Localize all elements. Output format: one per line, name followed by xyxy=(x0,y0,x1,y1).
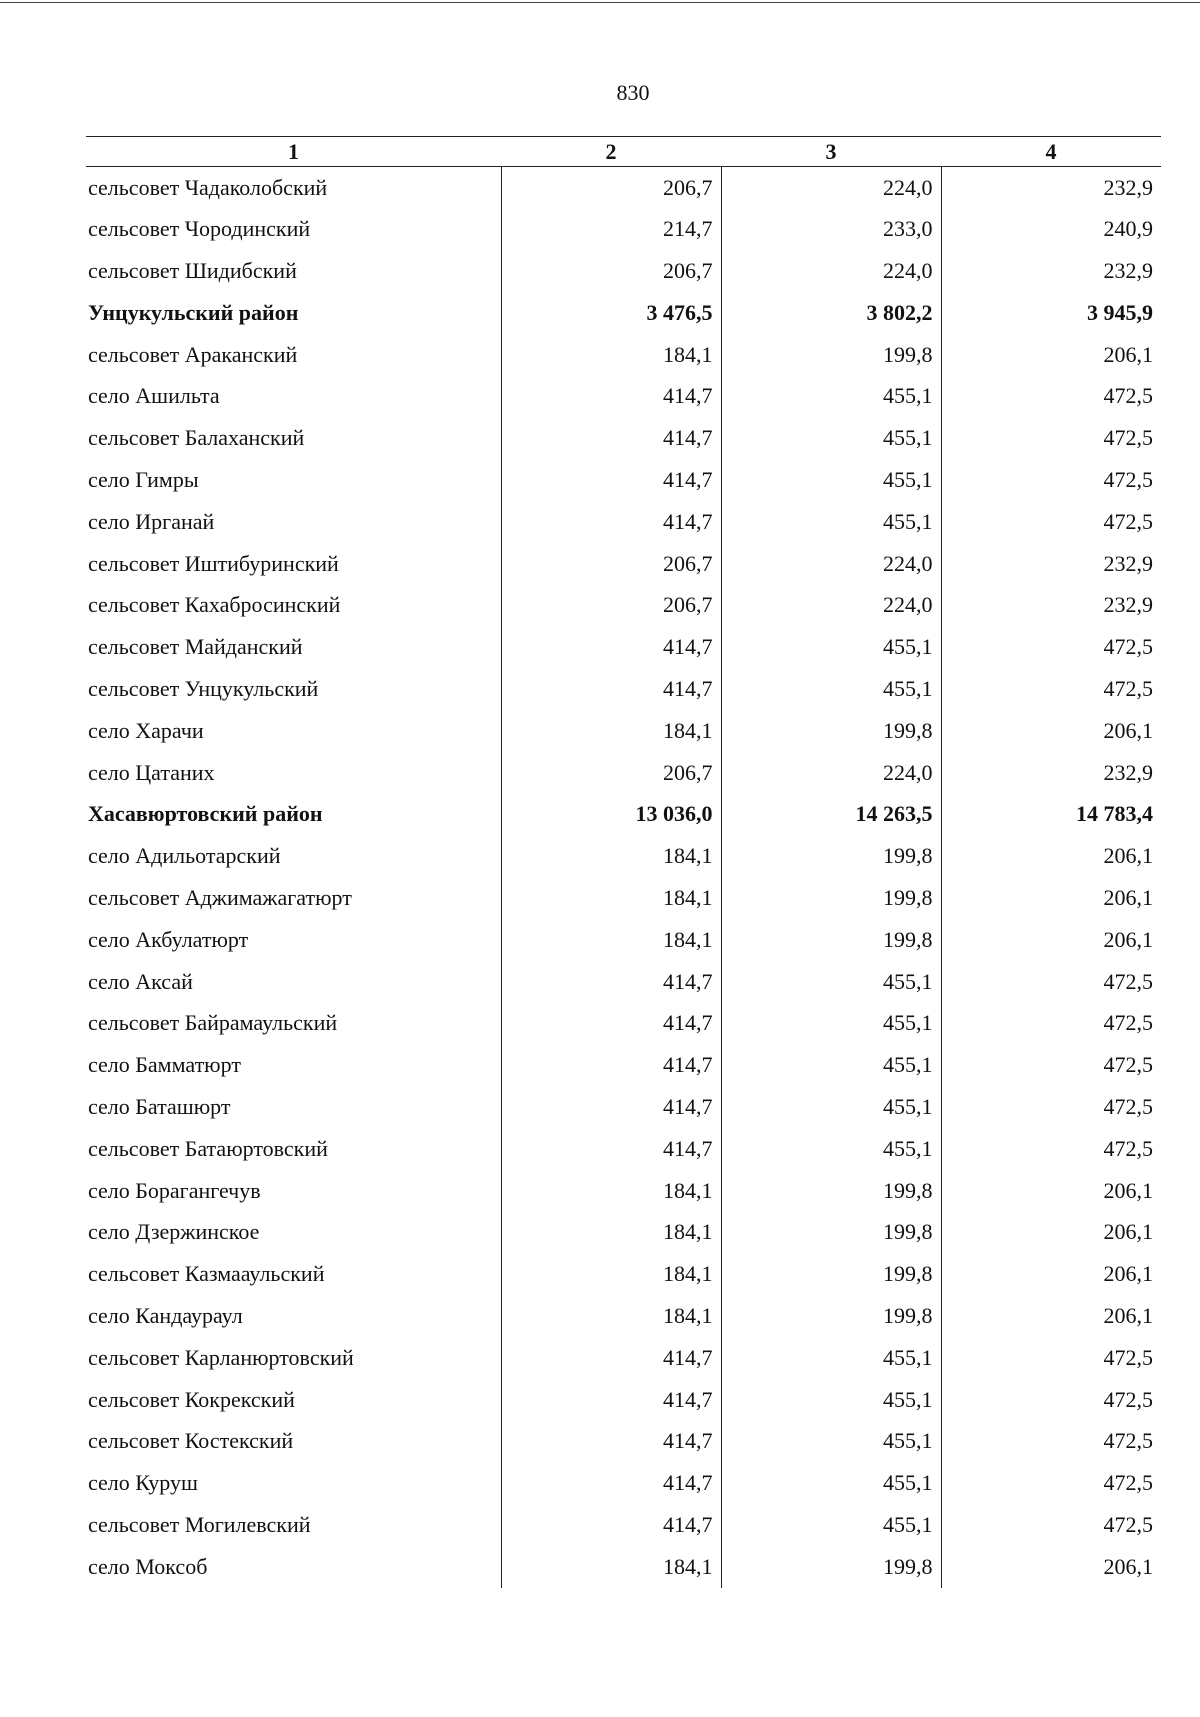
row-value-col-3: 3 802,2 xyxy=(721,292,941,334)
row-value-col-3: 455,1 xyxy=(721,1002,941,1044)
table-row xyxy=(86,626,1161,668)
table-row xyxy=(86,1002,1161,1044)
row-name: село Цатаних xyxy=(88,759,215,785)
row-value-col-4: 472,5 xyxy=(941,1462,1161,1504)
row-value-col-3: 455,1 xyxy=(721,375,941,417)
row-value-col-4: 472,5 xyxy=(941,1504,1161,1546)
table-row xyxy=(86,292,1161,334)
row-name: сельсовет Иштибуринский xyxy=(88,550,339,576)
row-value-col-4: 472,5 xyxy=(941,1420,1161,1462)
row-value-col-2: 414,7 xyxy=(501,1128,721,1170)
row-value-col-3: 199,8 xyxy=(721,334,941,376)
row-value-col-3: 455,1 xyxy=(721,1044,941,1086)
header-col-2: 2 xyxy=(501,137,721,167)
row-value-col-2: 414,7 xyxy=(501,1002,721,1044)
row-value-col-4: 472,5 xyxy=(941,626,1161,668)
row-value-col-2: 184,1 xyxy=(501,835,721,877)
row-value-col-2: 414,7 xyxy=(501,375,721,417)
row-value-col-3: 199,8 xyxy=(721,835,941,877)
row-name: Хасавюртовский район xyxy=(88,801,323,827)
table-row xyxy=(86,1295,1161,1337)
header-col-3: 3 xyxy=(721,137,941,167)
row-name: сельсовет Чородинский xyxy=(88,216,311,242)
table-row xyxy=(86,584,1161,626)
row-name: Унцукульский район xyxy=(88,299,299,325)
row-value-col-4: 232,9 xyxy=(941,167,1161,209)
row-value-col-3: 233,0 xyxy=(721,208,941,250)
table-row xyxy=(86,1504,1161,1546)
table-row xyxy=(86,501,1161,543)
row-value-col-3: 199,8 xyxy=(721,1546,941,1588)
row-name: село Гимры xyxy=(88,466,199,492)
row-value-col-4: 232,9 xyxy=(941,584,1161,626)
row-value-col-3: 455,1 xyxy=(721,1379,941,1421)
row-value-col-2: 414,7 xyxy=(501,1337,721,1379)
table-row xyxy=(86,1253,1161,1295)
row-value-col-3: 455,1 xyxy=(721,626,941,668)
table-row xyxy=(86,710,1161,752)
row-value-col-4: 472,5 xyxy=(941,1337,1161,1379)
row-name: сельсовет Шидибский xyxy=(88,257,297,283)
row-name: село Куруш xyxy=(88,1470,198,1496)
table-row xyxy=(86,1211,1161,1253)
header-col-1: 1 xyxy=(86,137,501,167)
row-name: село Харачи xyxy=(88,717,204,743)
row-value-col-2: 184,1 xyxy=(501,1253,721,1295)
row-value-col-4: 206,1 xyxy=(941,710,1161,752)
table-row xyxy=(86,1170,1161,1212)
row-value-col-4: 472,5 xyxy=(941,417,1161,459)
table-row xyxy=(86,208,1161,250)
table-row xyxy=(86,835,1161,877)
row-name: село Ашильта xyxy=(88,383,220,409)
row-value-col-4: 240,9 xyxy=(941,208,1161,250)
row-value-col-3: 455,1 xyxy=(721,1420,941,1462)
row-name: село Кандаураул xyxy=(88,1302,243,1328)
row-value-col-4: 472,5 xyxy=(941,459,1161,501)
row-value-col-2: 184,1 xyxy=(501,710,721,752)
row-value-col-2: 3 476,5 xyxy=(501,292,721,334)
header-row xyxy=(86,137,1161,167)
row-value-col-2: 414,7 xyxy=(501,961,721,1003)
page-number: 830 xyxy=(616,80,650,105)
row-name: село Бамматюрт xyxy=(88,1052,241,1078)
table-row xyxy=(86,459,1161,501)
row-value-col-2: 184,1 xyxy=(501,1295,721,1337)
row-value-col-2: 414,7 xyxy=(501,1044,721,1086)
row-name: сельсовет Карланюртовский xyxy=(88,1344,354,1370)
table-row xyxy=(86,668,1161,710)
table-row xyxy=(86,1128,1161,1170)
row-value-col-4: 472,5 xyxy=(941,501,1161,543)
row-name: сельсовет Араканский xyxy=(88,341,298,367)
data-table xyxy=(86,136,1161,1588)
row-name: село Дзержинское xyxy=(88,1219,260,1245)
row-value-col-2: 214,7 xyxy=(501,208,721,250)
row-value-col-3: 455,1 xyxy=(721,501,941,543)
row-value-col-3: 455,1 xyxy=(721,1337,941,1379)
table-row xyxy=(86,1420,1161,1462)
row-value-col-3: 199,8 xyxy=(721,1253,941,1295)
row-value-col-4: 14 783,4 xyxy=(941,793,1161,835)
row-value-col-4: 232,9 xyxy=(941,752,1161,794)
row-value-col-4: 232,9 xyxy=(941,543,1161,585)
row-value-col-4: 206,1 xyxy=(941,1253,1161,1295)
row-value-col-2: 414,7 xyxy=(501,417,721,459)
row-value-col-2: 184,1 xyxy=(501,1170,721,1212)
row-value-col-4: 472,5 xyxy=(941,1044,1161,1086)
row-name: село Акбулатюрт xyxy=(88,926,249,952)
row-name: сельсовет Могилевский xyxy=(88,1511,311,1537)
table-row xyxy=(86,1044,1161,1086)
row-value-col-4: 206,1 xyxy=(941,1170,1161,1212)
row-name: село Баташюрт xyxy=(88,1093,231,1119)
row-value-col-2: 206,7 xyxy=(501,250,721,292)
row-value-col-4: 472,5 xyxy=(941,668,1161,710)
row-value-col-4: 232,9 xyxy=(941,250,1161,292)
table-row xyxy=(86,1337,1161,1379)
table-row xyxy=(86,1462,1161,1504)
row-value-col-3: 224,0 xyxy=(721,250,941,292)
row-value-col-2: 414,7 xyxy=(501,1086,721,1128)
row-value-col-4: 206,1 xyxy=(941,1211,1161,1253)
row-value-col-4: 206,1 xyxy=(941,1546,1161,1588)
row-name: сельсовет Унцукульский xyxy=(88,675,319,701)
table-body xyxy=(86,167,1161,1588)
table-row xyxy=(86,961,1161,1003)
row-value-col-2: 206,7 xyxy=(501,543,721,585)
row-value-col-2: 184,1 xyxy=(501,919,721,961)
table-row xyxy=(86,1546,1161,1588)
row-value-col-2: 414,7 xyxy=(501,626,721,668)
row-value-col-4: 3 945,9 xyxy=(941,292,1161,334)
row-value-col-2: 206,7 xyxy=(501,752,721,794)
table-row xyxy=(86,1379,1161,1421)
row-name: сельсовет Казмааульский xyxy=(88,1261,325,1287)
row-value-col-3: 199,8 xyxy=(721,1170,941,1212)
table-row xyxy=(86,1086,1161,1128)
header-col-4: 4 xyxy=(941,137,1161,167)
table-row xyxy=(86,919,1161,961)
row-value-col-2: 184,1 xyxy=(501,1211,721,1253)
row-name: село Ирганай xyxy=(88,508,215,534)
row-value-col-3: 224,0 xyxy=(721,543,941,585)
row-name: сельсовет Батаюртовский xyxy=(88,1135,328,1161)
row-value-col-2: 414,7 xyxy=(501,459,721,501)
row-name: село Моксоб xyxy=(88,1553,208,1579)
row-name: сельсовет Балаханский xyxy=(88,425,305,451)
table-row xyxy=(86,752,1161,794)
row-value-col-3: 199,8 xyxy=(721,1295,941,1337)
row-value-col-3: 199,8 xyxy=(721,1211,941,1253)
row-name: сельсовет Костекский xyxy=(88,1428,294,1454)
table-row xyxy=(86,334,1161,376)
row-name: сельсовет Майданский xyxy=(88,634,303,660)
table-row xyxy=(86,167,1161,209)
row-value-col-2: 184,1 xyxy=(501,877,721,919)
row-value-col-2: 414,7 xyxy=(501,1420,721,1462)
row-value-col-3: 455,1 xyxy=(721,459,941,501)
row-name: сельсовет Аджимажагатюрт xyxy=(88,884,352,910)
row-value-col-3: 199,8 xyxy=(721,877,941,919)
row-name: сельсовет Кахабросинский xyxy=(88,592,341,618)
row-value-col-4: 206,1 xyxy=(941,835,1161,877)
row-value-col-4: 206,1 xyxy=(941,919,1161,961)
row-value-col-3: 455,1 xyxy=(721,961,941,1003)
row-value-col-3: 199,8 xyxy=(721,710,941,752)
row-value-col-3: 455,1 xyxy=(721,1462,941,1504)
row-value-col-3: 14 263,5 xyxy=(721,793,941,835)
row-value-col-3: 455,1 xyxy=(721,1504,941,1546)
row-value-col-4: 472,5 xyxy=(941,961,1161,1003)
row-value-col-3: 455,1 xyxy=(721,1128,941,1170)
row-value-col-2: 414,7 xyxy=(501,501,721,543)
row-value-col-3: 224,0 xyxy=(721,752,941,794)
row-value-col-2: 13 036,0 xyxy=(501,793,721,835)
table-row xyxy=(86,877,1161,919)
row-value-col-2: 206,7 xyxy=(501,584,721,626)
row-name: сельсовет Кокрекский xyxy=(88,1386,295,1412)
row-value-col-2: 414,7 xyxy=(501,1462,721,1504)
row-value-col-4: 206,1 xyxy=(941,877,1161,919)
row-name: село Борагангечув xyxy=(88,1177,261,1203)
row-value-col-3: 224,0 xyxy=(721,167,941,209)
row-value-col-2: 184,1 xyxy=(501,1546,721,1588)
row-value-col-4: 472,5 xyxy=(941,1128,1161,1170)
row-value-col-4: 206,1 xyxy=(941,1295,1161,1337)
row-value-col-2: 184,1 xyxy=(501,334,721,376)
row-name: сельсовет Байрамаульский xyxy=(88,1010,338,1036)
row-value-col-3: 455,1 xyxy=(721,668,941,710)
row-value-col-3: 224,0 xyxy=(721,584,941,626)
table-row xyxy=(86,793,1161,835)
row-value-col-3: 199,8 xyxy=(721,919,941,961)
top-rule xyxy=(0,2,1200,3)
row-value-col-4: 206,1 xyxy=(941,334,1161,376)
row-value-col-4: 472,5 xyxy=(941,1002,1161,1044)
row-value-col-3: 455,1 xyxy=(721,417,941,459)
row-value-col-4: 472,5 xyxy=(941,375,1161,417)
row-name: сельсовет Чадаколобский xyxy=(88,174,328,200)
row-value-col-2: 206,7 xyxy=(501,167,721,209)
row-value-col-4: 472,5 xyxy=(941,1086,1161,1128)
row-value-col-2: 414,7 xyxy=(501,1504,721,1546)
table-row xyxy=(86,543,1161,585)
table-row xyxy=(86,375,1161,417)
table-row xyxy=(86,250,1161,292)
table-row xyxy=(86,417,1161,459)
row-value-col-4: 472,5 xyxy=(941,1379,1161,1421)
row-value-col-2: 414,7 xyxy=(501,1379,721,1421)
row-name: село Аксай xyxy=(88,968,193,994)
row-value-col-2: 414,7 xyxy=(501,668,721,710)
row-name: село Адильотарский xyxy=(88,843,281,869)
row-value-col-3: 455,1 xyxy=(721,1086,941,1128)
